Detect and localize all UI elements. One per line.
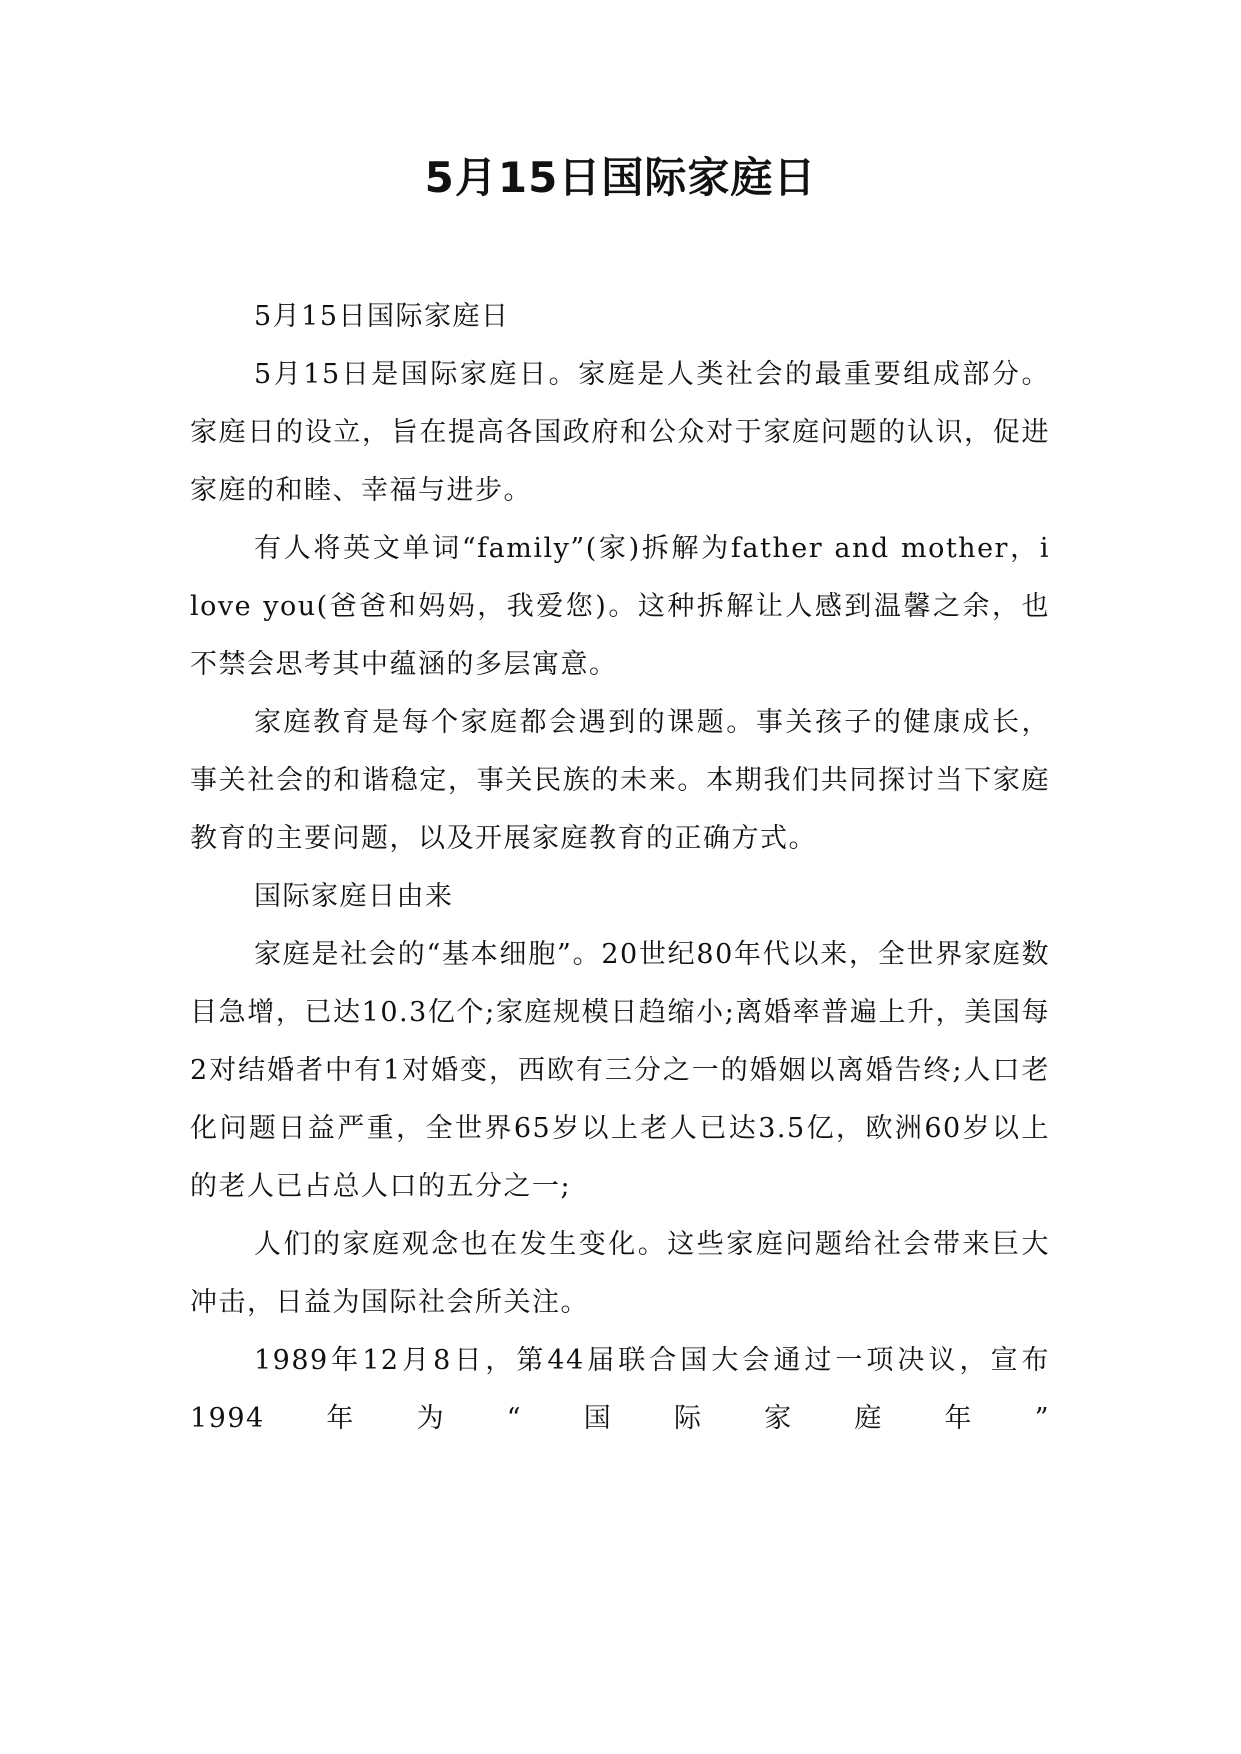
document-title: 5月15日国际家庭日 — [424, 153, 817, 202]
paragraph-un-resolution: 1989年12月8日，第44届联合国大会通过一项决议，宣布1994年为“国际家庭年” — [190, 1345, 1050, 1434]
paragraph-family-education: 家庭教育是每个家庭都会遇到的课题。事关孩子的健康成长，事关社会的和谐稳定，事关民族的未来。本期我们共同探讨当下家庭教育的主要问题，以及开展家庭教育的正确方式。 — [190, 707, 1050, 854]
paragraph-family-word: 有人将英文单词“family”(家)拆解为father and mother，i love you(爸爸和妈妈，我爱您)。这种拆解让人感到温馨之余，也不禁会思考其中蕴涵的多层寓意。 — [190, 533, 1050, 680]
paragraph-intro: 5月15日是国际家庭日。家庭是人类社会的最重要组成部分。家庭日的设立，旨在提高各国政府和公众对于家庭问题的认识，促进家庭的和睦、幸福与进步。 — [190, 359, 1050, 506]
paragraph-subtitle: 5月15日国际家庭日 — [254, 301, 510, 332]
document-body — [190, 288, 1050, 1448]
paragraph-statistics: 家庭是社会的“基本细胞”。20世纪80年代以来，全世界家庭数目急增，已达10.3亿个;家庭规模日趋缩小;离婚率普遍上升，美国每2对结婚者中有1对婚变，西欧有三分之一的婚姻以离婚告终;人口老化问题日益严重，全世界65岁以上老人已达3.5亿，欧洲60岁以上的老人已占总人口的五分之一; — [190, 939, 1050, 1202]
paragraph-concept-change: 人们的家庭观念也在发生变化。这些家庭问题给社会带来巨大冲击，日益为国际社会所关注。 — [190, 1229, 1050, 1318]
section-heading-origin: 国际家庭日由来 — [254, 881, 454, 912]
